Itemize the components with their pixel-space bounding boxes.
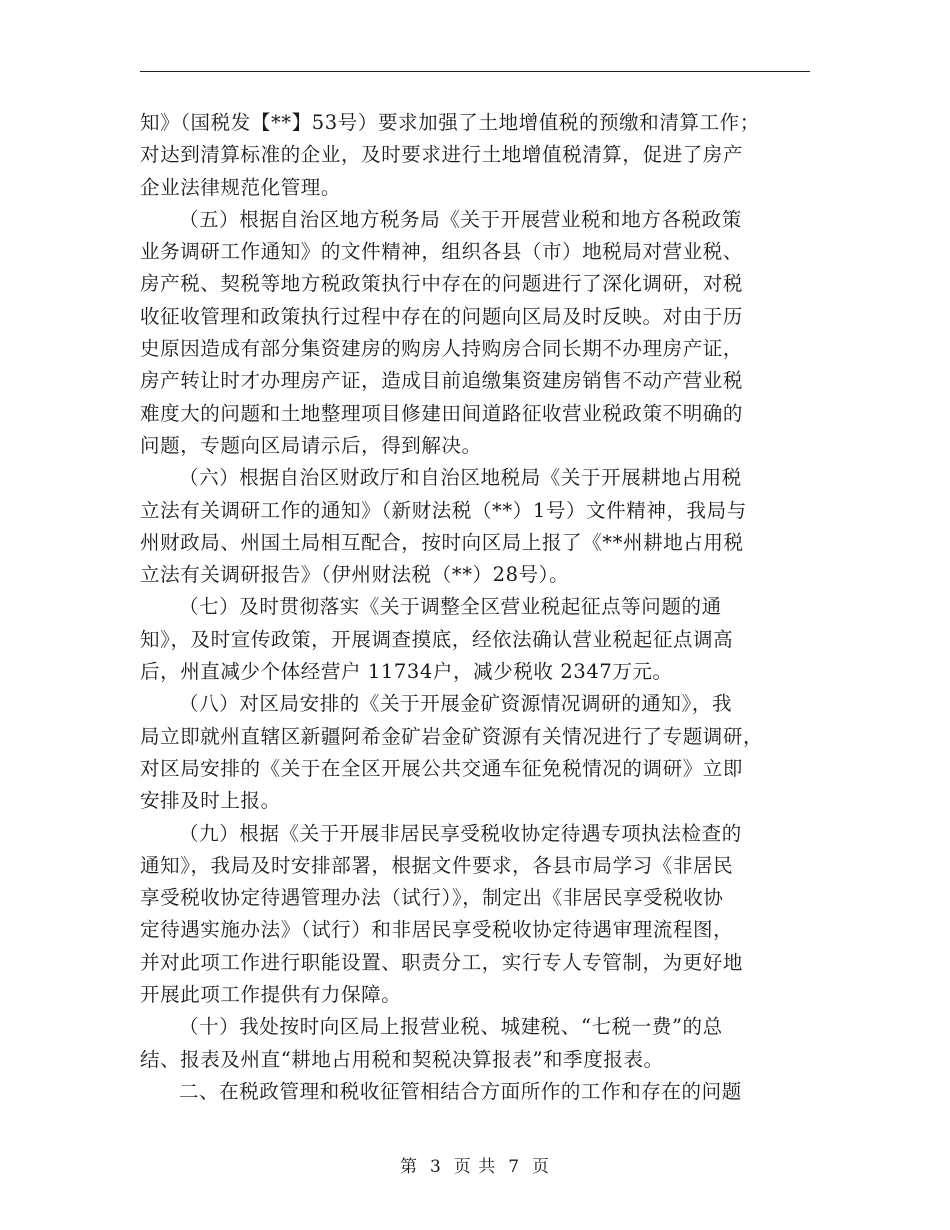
text-line: 局立即就州直辖区新疆阿希金矿岩金矿资源有关情况进行了专题调研， bbox=[140, 724, 764, 748]
text-line: 史原因造成有部分集资建房的购房人持购房合同长期不办理房产证， bbox=[140, 337, 744, 361]
paragraph-start-line: （五）根据自治区地方税务局《关于开展营业税和地方各税政策 bbox=[179, 207, 742, 231]
text-line: 安排及时上报。 bbox=[140, 789, 281, 813]
page-footer bbox=[0, 1152, 950, 1177]
text-line: 通知》，我局及时安排部署，根据文件要求，各县市局学习《非居民 bbox=[140, 853, 734, 877]
text-line: 定待遇实施办法》（试行）和非居民享受税收协定待遇审理流程图， bbox=[140, 918, 734, 942]
footer-mid: 页 共 bbox=[453, 1157, 497, 1177]
text-line: 企业法律规范化管理。 bbox=[140, 175, 342, 199]
text-line: 业务调研工作通知》的文件精神，组织各县（市）地税局对营业税、 bbox=[140, 240, 744, 264]
paragraph-start-line: （九）根据《关于开展非居民享受税收协定待遇专项执法检查的 bbox=[179, 821, 742, 845]
text-line: 知》，及时宣传政策，开展调查摸底，经依法确认营业税起征点调高 bbox=[140, 627, 734, 651]
footer-suffix: 页 bbox=[532, 1157, 551, 1177]
text-line: 享受税收协定待遇管理办法（试行）》，制定出《非居民享受税收协 bbox=[140, 886, 724, 910]
text-line: 收征收管理和政策执行过程中存在的问题向区局及时反映。对由于历 bbox=[140, 304, 744, 328]
text-line: 并对此项工作进行职能设置、职责分工，实行专人专管制，为更好地 bbox=[140, 950, 744, 974]
text-line: 开展此项工作提供有力保障。 bbox=[140, 983, 402, 1007]
text-line: 房产转让时才办理房产证，造成目前追缴集资建房销售不动产营业税 bbox=[140, 369, 744, 393]
text-line: 难度大的问题和土地整理项目修建田间道路征收营业税政策不明确的 bbox=[140, 401, 744, 425]
document-body bbox=[140, 107, 810, 1108]
paragraph-start-line: （八）对区局安排的《关于开展金矿资源情况调研的通知》，我 bbox=[179, 692, 733, 716]
text-line: 对达到清算标准的企业，及时要求进行土地增值税清算，促进了房产 bbox=[140, 143, 744, 167]
paragraph-start-line: （六）根据自治区财政厅和自治区地税局《关于开展耕地占用税 bbox=[179, 466, 742, 490]
section-heading: 二、在税政管理和税收征管相结合方面所作的工作和存在的问题 bbox=[179, 1079, 742, 1103]
footer-prefix: 第 bbox=[399, 1157, 418, 1177]
text-line: 立法有关调研报告》（伊州财法税（**）28号）。 bbox=[140, 563, 570, 587]
text-line: 后，州直减少个体经营户 11734户，减少税收 2347万元。 bbox=[140, 660, 673, 684]
text-line: 对区局安排的《关于在全区开展公共交通车征免税情况的调研》立即 bbox=[140, 756, 744, 780]
paragraph-start-line: （十）我处按时向区局上报营业税、城建税、“七税一费”的总 bbox=[179, 1015, 723, 1039]
header-rule bbox=[140, 71, 810, 72]
text-line: 立法有关调研工作的通知》（新财法税（**）1号）文件精神，我局与 bbox=[140, 498, 747, 522]
text-line: 州财政局、州国土局相互配合，按时向区局上报了《**州耕地占用税 bbox=[140, 530, 744, 554]
text-line: 结、报表及州直“耕地占用税和契税决算报表”和季度报表。 bbox=[140, 1047, 664, 1071]
text-line: 问题，专题向区局请示后，得到解决。 bbox=[140, 433, 482, 457]
text-line: 房产税、契税等地方税政策执行中存在的问题进行了深化调研，对税 bbox=[140, 272, 744, 296]
current-page-number: 3 bbox=[429, 1157, 442, 1177]
text-line: 知》（国税发【**】53号）要求加强了土地增值税的预缴和清算工作； bbox=[140, 111, 760, 134]
total-page-count: 7 bbox=[508, 1157, 521, 1177]
paragraph-start-line: （七）及时贯彻落实《关于调整全区营业税起征点等问题的通 bbox=[179, 595, 722, 619]
